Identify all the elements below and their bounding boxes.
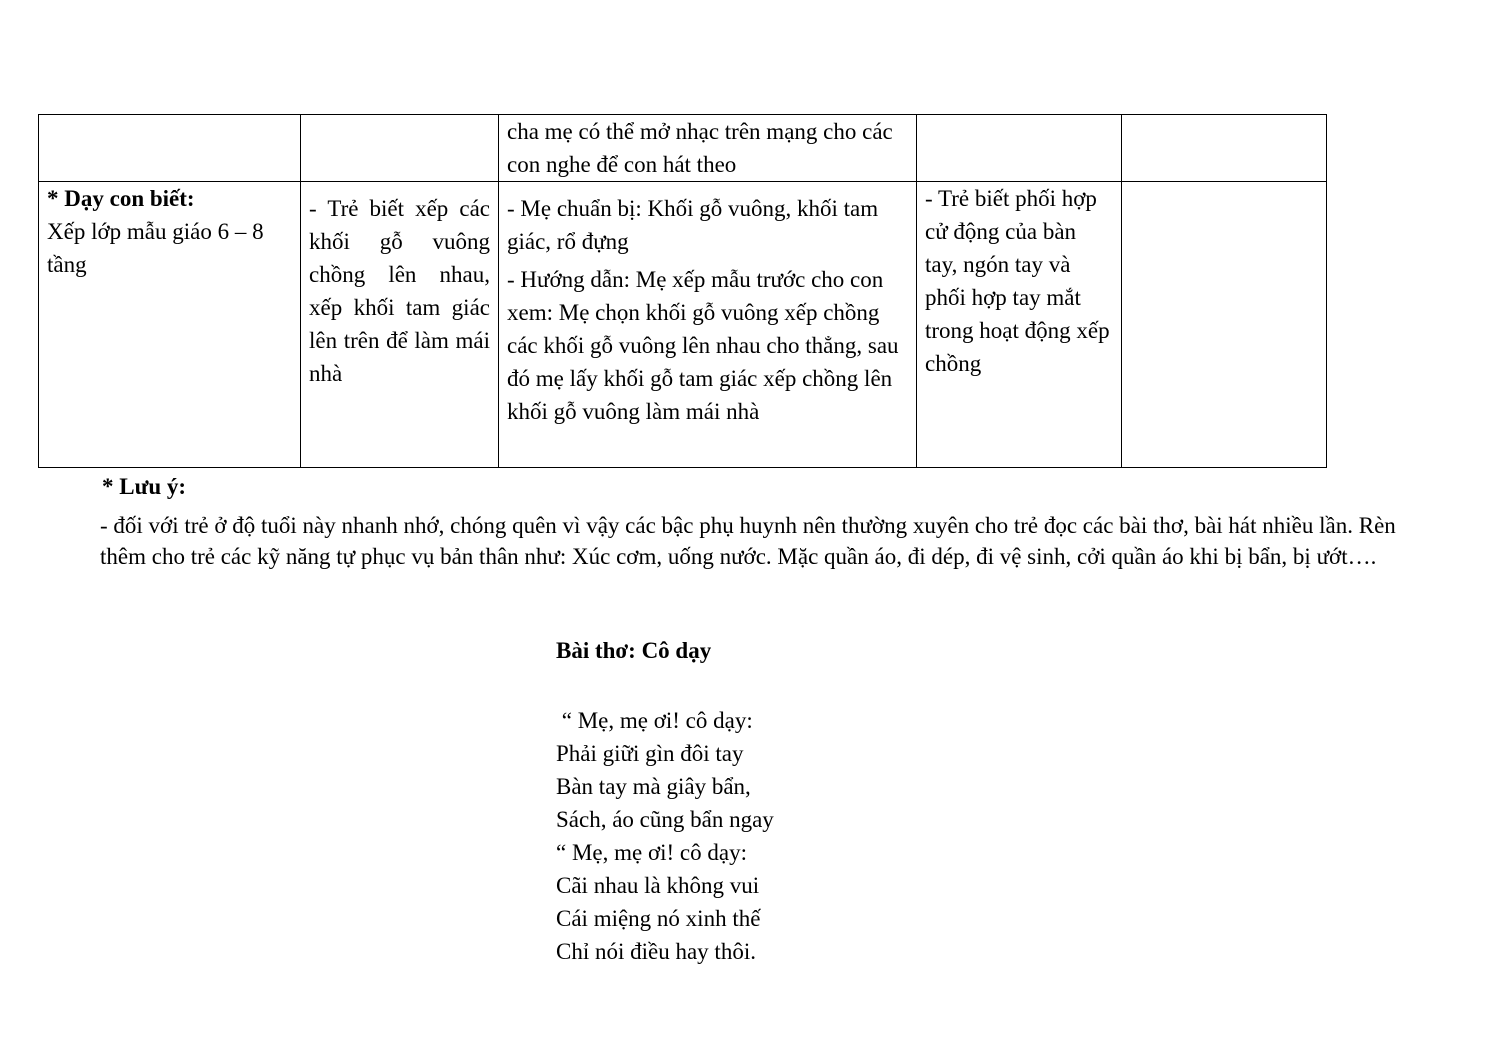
table-cell (499, 115, 917, 182)
note-title: * Lưu ý: (102, 474, 187, 499)
poem-line: Phải giữi gìn đôi tay (556, 741, 744, 766)
poem-body (556, 704, 774, 968)
poem-title: Bài thơ: Cô dạy (556, 638, 712, 663)
table-cell (1122, 182, 1327, 468)
instruction-text: - Hướng dẫn: Mẹ xếp mẫu trước cho con xem: Mẹ chọn khối gỗ vuông xếp chồng các khối gỗ vuông lên nhau cho thẳng, sau đó mẹ lấy khối gỗ tam giác xếp chồng lên khối gỗ vuông làm mái nhà (507, 267, 899, 424)
music-note-text: cha mẹ có thể mở nhạc trên mạng cho các con nghe để con hát theo (507, 119, 893, 177)
table-cell (917, 115, 1122, 182)
lesson-title: Xếp lớp mẫu giáo 6 – 8 tầng (47, 219, 264, 277)
lesson-heading: * Dạy con biết: (47, 186, 195, 211)
objective-text: - Trẻ biết xếp các khối gỗ vuông chồng lên nhau, xếp khối tam giác lên trên để làm mái nhà (309, 196, 490, 386)
poem-line: Sách, áo cũng bẩn ngay (556, 807, 774, 832)
table-row (39, 182, 1327, 468)
poem-line: “ Mẹ, mẹ ơi! cô dạy: (556, 708, 753, 733)
outcome-text: - Trẻ biết phối hợp cử động của bàn tay, ngón tay và phối hợp tay mắt trong hoạt động xếp chồng (925, 186, 1110, 376)
table-cell (917, 182, 1122, 468)
poem-line: Chỉ nói điều hay thôi. (556, 939, 756, 964)
table-cell (1122, 115, 1327, 182)
table-cell (301, 115, 499, 182)
poem-line: Cái miệng nó xinh thế (556, 906, 761, 931)
activity-table (38, 114, 1327, 468)
table-cell (39, 182, 301, 468)
poem-line: Cãi nhau là không vui (556, 873, 760, 898)
note-body: - đối với trẻ ở độ tuổi này nhanh nhớ, chóng quên vì vậy các bậc phụ huynh nên thường xuyên cho trẻ đọc các bài thơ, bài hát nhiều lần. Rèn thêm cho trẻ các kỹ năng tự phục vụ bản thân như: Xúc cơm, uống nước. Mặc quần áo, đi dép, đi vệ sinh, cởi quần áo khi bị bẩn, bị ướt…. (100, 513, 1396, 569)
preparation-text: - Mẹ chuẩn bị: Khối gỗ vuông, khối tam giác, rổ đựng (507, 196, 879, 254)
poem-line: Bàn tay mà giây bẩn, (556, 774, 751, 799)
table-cell (39, 115, 301, 182)
poem-line: “ Mẹ, mẹ ơi! cô dạy: (556, 840, 747, 865)
table-cell (499, 182, 917, 468)
table-row (39, 115, 1327, 182)
table-cell (301, 182, 499, 468)
